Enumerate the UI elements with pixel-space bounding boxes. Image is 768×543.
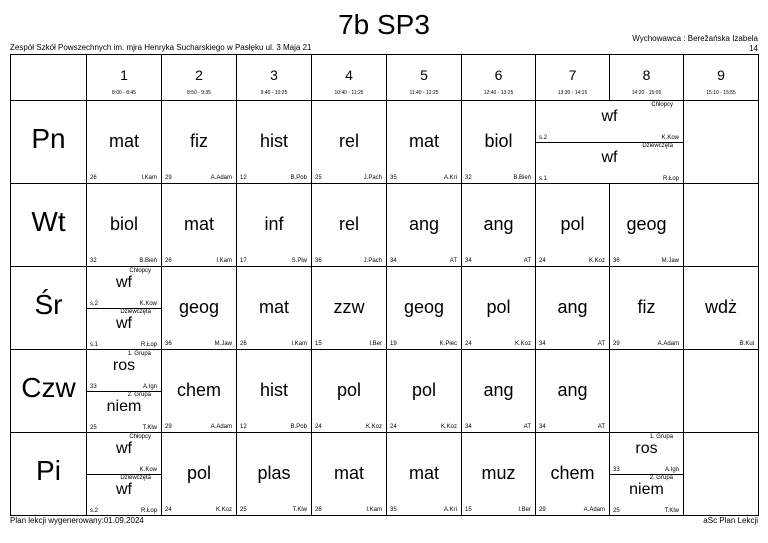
group-label: 2. Grupa	[127, 392, 151, 398]
lesson-room: 26	[315, 507, 322, 513]
day-name: Pi	[36, 455, 61, 486]
lesson-subject: mat	[408, 463, 439, 483]
group-label: Dziewczęta	[642, 143, 673, 149]
lesson-teacher: A.Adam	[583, 507, 605, 513]
lesson-teacher: I.Ber	[369, 341, 382, 347]
group-lesson	[87, 350, 161, 392]
lesson-teacher: I.Ber	[518, 507, 531, 513]
day-row	[11, 267, 759, 350]
period-time: 11:40 - 12:25	[409, 90, 439, 96]
lesson-teacher: B.Bień	[139, 258, 157, 264]
lesson-room: 15	[465, 507, 472, 513]
lesson-subject: fiz	[190, 131, 208, 151]
day-cell	[11, 184, 87, 267]
period-header	[87, 55, 162, 101]
timetable-grid	[10, 54, 759, 516]
day-name: Czw	[21, 372, 76, 403]
lesson-subject: wf	[116, 274, 132, 291]
lesson-teacher: B.Pob	[290, 424, 307, 430]
lesson-subject: inf	[264, 214, 284, 234]
period-time: 8:50 - 9:35	[187, 90, 211, 96]
lesson-room: 29	[165, 424, 172, 430]
lesson-cell	[536, 350, 610, 433]
lesson-cell	[610, 184, 684, 267]
lesson-subject: geog	[403, 297, 445, 317]
lesson-room: 34	[390, 258, 397, 264]
lesson-subject: hist	[259, 131, 288, 151]
group-lesson	[610, 433, 683, 475]
lesson-subject: geog	[178, 297, 220, 317]
day-cell	[11, 267, 87, 350]
lesson-room: s.1	[539, 176, 548, 182]
lesson-subject: niem	[106, 398, 142, 415]
day-name: Śr	[34, 289, 63, 320]
lesson-teacher: I.Kam	[366, 507, 382, 513]
lesson-subject: wf	[601, 149, 618, 166]
lesson-cell	[237, 184, 312, 267]
lesson-room: 26	[240, 341, 247, 347]
lesson-subject: chem	[176, 380, 221, 400]
period-number: 6	[494, 67, 503, 83]
lesson-subject: wdż	[704, 297, 737, 317]
group-label: Chłopcy	[651, 102, 673, 108]
lesson-subject: wf	[116, 440, 132, 457]
day-row	[11, 433, 759, 516]
group-label: Chłopcy	[129, 268, 151, 274]
lesson-room: 17	[240, 258, 247, 264]
lesson-room: 12	[240, 175, 247, 181]
period-header	[684, 55, 759, 101]
period-header-row	[11, 55, 759, 101]
lesson-teacher: M.Jaw	[214, 341, 232, 347]
group-lesson	[87, 308, 161, 349]
lesson-room: 24	[165, 507, 172, 513]
lesson-cell	[462, 267, 536, 350]
lesson-room: 36	[315, 258, 322, 264]
day-cell	[11, 101, 87, 184]
lesson-subject: biol	[484, 131, 513, 151]
lesson-cell	[387, 184, 462, 267]
lesson-cell	[237, 101, 312, 184]
group-label: Chłopcy	[129, 434, 151, 440]
lesson-teacher: J.Pach	[363, 175, 382, 181]
lesson-room: 33	[613, 467, 620, 473]
lesson-teacher: K.Kow	[139, 467, 157, 473]
period-time: 14:20 - 15:05	[631, 90, 662, 96]
period-number: 7	[568, 67, 577, 83]
empty-cell	[684, 350, 759, 433]
lesson-room: 25	[613, 508, 620, 514]
lesson-cell	[162, 350, 237, 433]
group-lesson	[87, 391, 161, 432]
lesson-cell	[610, 433, 684, 516]
lesson-teacher: A.Adam	[657, 341, 679, 347]
lesson-teacher: AT	[597, 424, 605, 430]
lesson-subject: mat	[408, 131, 439, 151]
lesson-teacher: S.Plw	[291, 258, 307, 264]
period-number: 3	[270, 67, 278, 83]
lesson-subject: wf	[601, 108, 618, 125]
lesson-teacher: R.Łop	[140, 342, 157, 348]
lesson-cell	[87, 267, 162, 350]
lesson-cell	[536, 184, 610, 267]
lesson-teacher: A.Ign	[664, 467, 679, 473]
lesson-teacher: AT	[523, 424, 531, 430]
lesson-room: 24	[539, 258, 546, 264]
lesson-room: 34	[539, 341, 546, 347]
lesson-teacher: K.Koz	[215, 507, 232, 513]
period-header	[610, 55, 684, 101]
lesson-teacher: R.Łop	[662, 176, 679, 182]
period-header	[387, 55, 462, 101]
lesson-room: 34	[539, 424, 546, 430]
lesson-cell	[462, 350, 536, 433]
lesson-cell	[312, 350, 387, 433]
lesson-subject: wf	[116, 481, 132, 498]
lesson-room: 36	[613, 258, 620, 264]
lesson-cell	[162, 433, 237, 516]
lesson-teacher: A.Kri	[443, 175, 457, 181]
lesson-subject: geog	[626, 214, 667, 234]
period-number: 1	[120, 67, 128, 83]
empty-cell	[610, 350, 684, 433]
lesson-cell	[536, 101, 684, 184]
lesson-subject: pol	[486, 297, 511, 317]
period-time: 13:30 - 14:15	[557, 90, 588, 96]
day-cell	[11, 350, 87, 433]
lesson-teacher: A.Ign	[142, 384, 157, 390]
lesson-room: 29	[539, 507, 546, 513]
period-number: 9	[717, 67, 725, 83]
period-header	[237, 55, 312, 101]
lesson-cell	[387, 267, 462, 350]
lesson-subject: fiz	[637, 297, 656, 317]
lesson-room: s.2	[539, 135, 548, 141]
empty-cell	[684, 184, 759, 267]
lesson-subject: ang	[483, 380, 514, 400]
lesson-cell	[87, 433, 162, 516]
lesson-teacher: AT	[523, 258, 531, 264]
lesson-room: 29	[613, 341, 620, 347]
lesson-room: 32	[465, 175, 472, 181]
lesson-teacher: R.Łop	[140, 508, 157, 514]
lesson-teacher: J.Pach	[363, 258, 382, 264]
day-name: Pn	[31, 123, 66, 154]
lesson-cell	[87, 184, 162, 267]
lesson-cell	[162, 267, 237, 350]
period-time: 15:10 - 15:55	[706, 90, 736, 96]
lesson-cell	[162, 184, 237, 267]
lesson-subject: mat	[183, 214, 214, 234]
lesson-room: 24	[315, 424, 322, 430]
lesson-teacher: T.Klw	[142, 425, 157, 431]
period-header	[162, 55, 237, 101]
day-row	[11, 101, 759, 184]
lesson-teacher: K.Koz	[588, 258, 605, 264]
lesson-subject: niem	[629, 481, 664, 498]
lesson-room: 34	[465, 424, 472, 430]
lesson-teacher: I.Kam	[291, 341, 307, 347]
lesson-teacher: M.Jaw	[661, 258, 679, 264]
lesson-teacher: AT	[449, 258, 457, 264]
period-time: 9:40 - 10:25	[260, 90, 288, 96]
class-teacher	[632, 34, 758, 54]
lesson-subject: rel	[338, 214, 359, 234]
lesson-room: 25	[240, 507, 247, 513]
lesson-room: 12	[240, 424, 247, 430]
lesson-teacher: K.Kow	[661, 135, 679, 141]
lesson-cell	[387, 101, 462, 184]
lesson-subject: pol	[186, 463, 212, 483]
school-name: Zespół Szkół Powszechnych im. mjra Henryka Sucharskiego w Pasłęku ul. 3 Maja 21	[10, 43, 312, 52]
lesson-subject: rel	[338, 131, 359, 151]
lesson-teacher: I.Kam	[216, 258, 232, 264]
lesson-subject: mat	[258, 297, 289, 317]
day-cell	[11, 433, 87, 516]
period-header	[462, 55, 536, 101]
group-lesson	[87, 433, 161, 475]
lesson-cell	[237, 267, 312, 350]
period-time: 12:40 - 13:25	[483, 90, 514, 96]
lesson-teacher: T.Klw	[292, 507, 307, 513]
lesson-room: 25	[315, 175, 322, 181]
lesson-subject: ang	[557, 297, 588, 317]
day-name: Wt	[31, 206, 66, 237]
lesson-subject: plas	[257, 463, 291, 483]
lesson-cell	[312, 267, 387, 350]
lesson-cell	[312, 101, 387, 184]
group-lesson	[536, 142, 683, 183]
lesson-teacher: K.Koz	[365, 424, 382, 430]
lesson-teacher: K.Piec	[439, 341, 457, 347]
lesson-subject: ros	[112, 357, 136, 374]
lesson-room: 34	[465, 258, 472, 264]
lesson-teacher: K.Kow	[139, 301, 157, 307]
period-number: 8	[642, 67, 651, 83]
empty-cell	[684, 433, 759, 516]
lesson-teacher: AT	[597, 341, 605, 347]
group-lesson	[87, 474, 161, 515]
lesson-room: 29	[165, 175, 172, 181]
lesson-room: 35	[390, 507, 397, 513]
lesson-room: s.2	[90, 301, 99, 307]
period-number: 4	[345, 67, 353, 83]
lesson-subject: zzw	[333, 297, 365, 317]
lesson-subject: wf	[116, 315, 132, 332]
empty-cell	[684, 101, 759, 184]
lesson-teacher: B.Bień	[513, 175, 531, 181]
day-row	[11, 350, 759, 433]
lesson-teacher: A.Adam	[210, 424, 232, 430]
lesson-room: 36	[165, 341, 172, 347]
lesson-room: 33	[90, 384, 97, 390]
lesson-room: s.1	[90, 342, 99, 348]
lesson-room: 35	[390, 175, 397, 181]
lesson-room: 15	[315, 341, 322, 347]
lesson-room: 24	[390, 424, 397, 430]
lesson-teacher: T.Klw	[664, 508, 679, 514]
period-header	[312, 55, 387, 101]
lesson-subject: muz	[481, 463, 516, 483]
lesson-subject: biol	[109, 214, 139, 234]
lesson-subject: chem	[550, 463, 595, 483]
lesson-room: s.2	[90, 508, 99, 514]
lesson-cell	[237, 433, 312, 516]
lesson-cell	[312, 433, 387, 516]
corner-cell	[11, 55, 87, 101]
period-time: 10:40 - 11:25	[334, 90, 364, 96]
lesson-teacher: B.Pob	[290, 175, 307, 181]
group-label: 1. Grupa	[649, 434, 673, 440]
period-header	[536, 55, 610, 101]
lesson-cell	[462, 101, 536, 184]
lesson-subject: ang	[408, 214, 440, 234]
day-row	[11, 184, 759, 267]
lesson-subject: mat	[108, 131, 139, 151]
lesson-cell	[162, 101, 237, 184]
lesson-teacher: A.Adam	[210, 175, 232, 181]
period-number: 5	[420, 67, 428, 83]
group-label: Dziewczęta	[120, 309, 151, 315]
lesson-room: 19	[390, 341, 397, 347]
lesson-cell	[536, 433, 610, 516]
lesson-subject: ang	[557, 380, 588, 400]
lesson-cell	[387, 433, 462, 516]
group-label: 2. Grupa	[649, 475, 673, 481]
group-label: Dziewczęta	[120, 475, 151, 481]
lesson-room: 26	[165, 258, 172, 264]
page-title: 7b SP3	[338, 9, 430, 40]
lesson-cell	[312, 184, 387, 267]
lesson-teacher: A.Kri	[443, 507, 457, 513]
lesson-teacher: I.Kam	[141, 175, 157, 181]
lesson-subject: mat	[333, 463, 364, 483]
class-code: 14	[749, 44, 758, 53]
app-name: aSc Plan Lekcji	[703, 516, 758, 525]
lesson-subject: pol	[560, 214, 585, 234]
class-teacher-label: Wychowawca : Berežańska Izabela	[632, 34, 758, 43]
lesson-teacher: B.Kul	[739, 341, 754, 347]
lesson-room: 24	[465, 341, 472, 347]
generated-date: Plan lekcji wygenerowany:01.09.2024	[10, 516, 144, 525]
lesson-cell	[237, 350, 312, 433]
period-time: 8:00 - 8:45	[112, 90, 136, 96]
lesson-cell	[387, 350, 462, 433]
lesson-cell	[462, 433, 536, 516]
lesson-room: 25	[90, 425, 97, 431]
group-label: 1. Grupa	[127, 351, 151, 357]
lesson-cell	[87, 101, 162, 184]
lesson-teacher: K.Koz	[514, 341, 531, 347]
lesson-subject: pol	[336, 380, 362, 400]
group-lesson	[536, 101, 683, 143]
lesson-subject: ros	[635, 440, 658, 457]
lesson-subject: pol	[411, 380, 437, 400]
lesson-cell	[87, 350, 162, 433]
lesson-teacher: K.Koz	[440, 424, 457, 430]
lesson-cell	[610, 267, 684, 350]
group-lesson	[610, 474, 683, 515]
lesson-subject: hist	[259, 380, 288, 400]
group-lesson	[87, 267, 161, 309]
lesson-subject: ang	[483, 214, 514, 234]
lesson-cell	[684, 267, 759, 350]
period-number: 2	[195, 67, 203, 83]
lesson-cell	[462, 184, 536, 267]
lesson-room: 32	[90, 258, 97, 264]
lesson-room: 26	[90, 175, 97, 181]
lesson-cell	[536, 267, 610, 350]
